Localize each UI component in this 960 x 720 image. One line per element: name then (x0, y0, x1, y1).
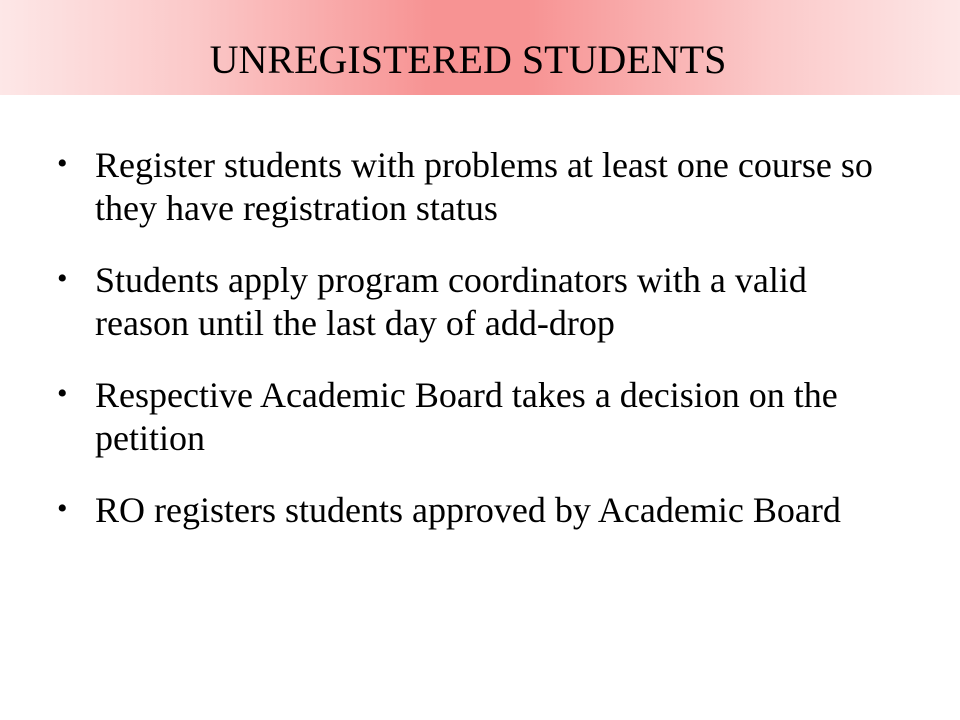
slide-title: UNREGISTERED STUDENTS (209, 37, 727, 82)
bullet-text: RO registers students approved by Academic Board (95, 490, 841, 530)
bullet-dot-icon: • (57, 492, 68, 525)
bullet-text: Register students with problems at least one course so they have registration status (95, 145, 873, 228)
bullet-dot-icon: • (57, 262, 68, 295)
bullet-text: Students apply program coordinators with a valid reason until the last day of add-drop (95, 260, 807, 343)
bullet-text: Respective Academic Board takes a decision on the petition (95, 375, 838, 458)
bullet-item (57, 259, 897, 345)
bullet-dot-icon: • (57, 377, 68, 410)
bullet-list (57, 144, 897, 561)
bullet-dot-icon: • (57, 147, 68, 180)
bullet-item (57, 489, 897, 532)
bullet-item (57, 144, 897, 230)
bullet-item (57, 374, 897, 460)
